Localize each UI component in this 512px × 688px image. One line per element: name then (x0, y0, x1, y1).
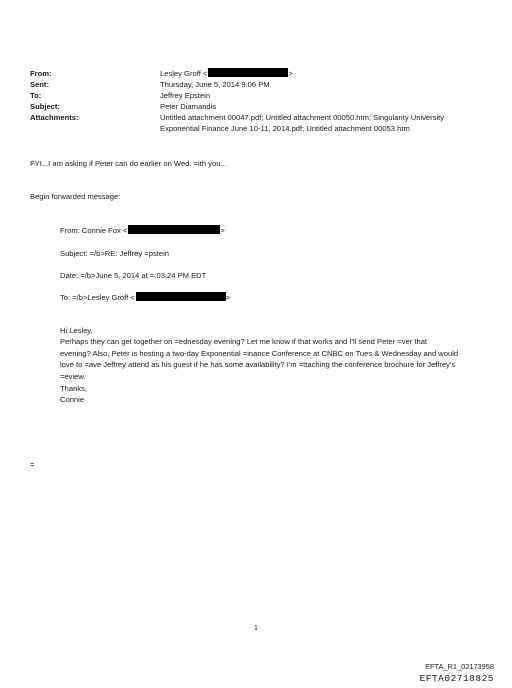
paragraph-line-4: =eview. (60, 371, 86, 381)
redaction-bar (208, 68, 288, 77)
footer-reference-1: EFTA_R1_02173958 (425, 662, 494, 671)
to-value: Jeffrey Epstein (160, 91, 211, 100)
from-value (160, 68, 500, 79)
forwarded-date-line: Date: =/b>June 5, 2014 at =:03:24 PM EDT (60, 271, 207, 280)
attachments-line-1: Untitled attachment 00047.pdf; Untitled attachment 00050.htm; Singularity University (160, 113, 445, 122)
forwarded-from-text: From: Connie Fox < (60, 226, 128, 235)
forwarded-to-tail: > (225, 293, 231, 302)
from-name: Lesley Groff < (160, 69, 208, 78)
fyi-line: FYI...I am asking if Peter can do earlier on Wed. =ith you... (30, 159, 227, 168)
thanks-line: Thanks, (60, 384, 88, 393)
forwarded-to-text: To: =/b>Lesley Groff < (60, 293, 135, 302)
attachments-label: Attachments: (30, 113, 79, 122)
from-tail: > (288, 69, 293, 78)
subject-value: Peter Diamandis (160, 102, 217, 111)
begin-forwarded-line: Begin forwarded message: (30, 192, 121, 201)
footer-reference-2: EFTA02718825 (419, 673, 494, 684)
greeting-line: Hi Lesley, (60, 326, 93, 335)
to-label: To: (30, 91, 42, 100)
forwarded-subject-line: Subject: =/b>RE: Jeffrey =pstein (60, 249, 169, 258)
attachments-value (160, 112, 500, 134)
forwarded-from-line (60, 225, 225, 236)
sent-value: Thursday, June 5, 2014 9:06 PM (160, 80, 270, 89)
page-number: 1 (254, 625, 258, 632)
signoff-line: Connie (60, 395, 85, 404)
redaction-bar (136, 292, 226, 301)
forwarded-from-tail: > (220, 226, 225, 235)
redaction-bar (128, 225, 220, 234)
forwarded-to-line (60, 292, 230, 303)
subject-label: Subject: (30, 102, 60, 111)
attachments-line-2: Exponential Finance June 10-11, 2014.pdf; Untitled attachment 00053.htm (160, 124, 410, 133)
paragraph-line-3: love to =ave Jeffrey attend as his guest if he has some availability? I'm =ttaching the conference brochure for Jeffrey's (60, 360, 456, 369)
paragraph-line-2: evening? Also, Peter is hosting a two-day Exponential =inance Conference at CNBC on Tues & Wednesday and would (60, 348, 459, 358)
message-paragraph (60, 336, 480, 382)
stray-character: = (30, 460, 35, 469)
sent-label: Sent: (30, 80, 49, 89)
from-label: From: (30, 69, 52, 78)
paragraph-line-1: Perhaps they can get together on =ednesday evening? Let me know if that works and I'll send Peter =ver that (60, 337, 428, 346)
header-attachments-row (30, 112, 500, 136)
